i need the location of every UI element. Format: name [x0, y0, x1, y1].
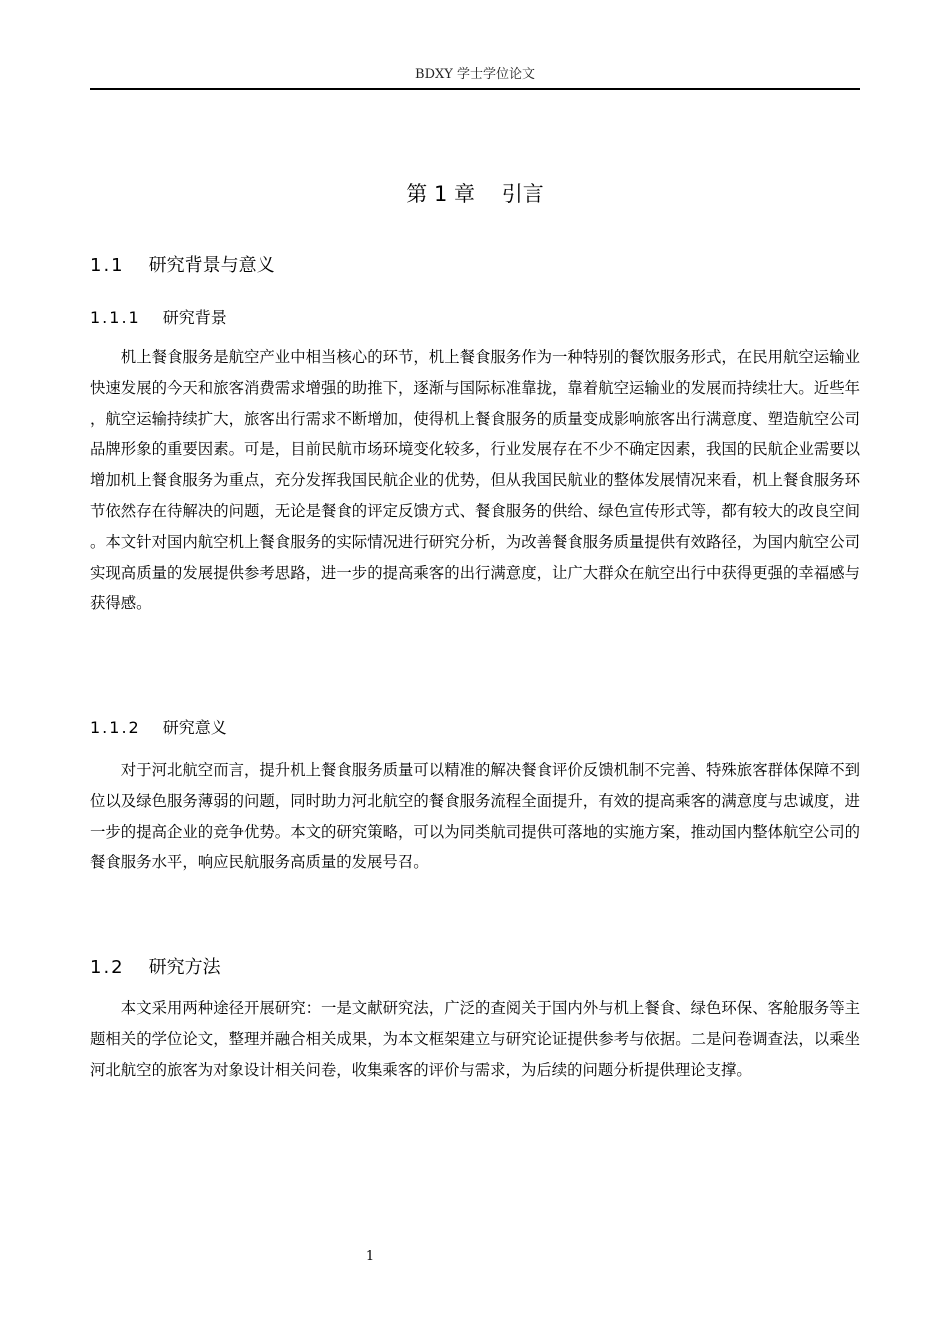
page-number: 1 — [365, 1249, 375, 1264]
section-number: 1.1 — [90, 255, 125, 276]
section-number: 1.2 — [90, 957, 125, 978]
subsection-title: 研究意义 — [162, 718, 227, 737]
subsection-title: 研究背景 — [162, 308, 227, 327]
paragraph-research-methods: 本文采用两种途径开展研究：一是文献研究法，广泛的查阅关于国内外与机上餐食、绿色环保、客舱服务等主题相关的学位论文，整理并融合相关成果，为本文框架建立与研究论证提供参考与依据。二是问卷调查法，以乘坐河北航空的旅客为对象设计相关问卷，收集乘客的评价与需求，为后续的问题分析提供理论支撑。 — [90, 999, 860, 1079]
subsection-heading-1-1-2 — [90, 716, 227, 740]
paragraph-research-background: 机上餐食服务是航空产业中相当核心的环节，机上餐食服务作为一种特别的餐饮服务形式，在民用航空运输业快速发展的今天和旅客消费需求增强的助推下，逐渐与国际标准靠拢，靠着航空运输业的发展而持续壮大。近些年，航空运输持续扩大，旅客出行需求不断增加，使得机上餐食服务的质量变成影响旅客出行满意度、塑造航空公司品牌形象的重要因素。可是，目前民航市场环境变化较多，行业发展存在不少不确定因素，我国的民航企业需要以增加机上餐食服务为重点，充分发挥我国民航企业的优势，但从我国民航业的整体发展情况来看，机上餐食服务环节依然存在待解决的问题，无论是餐食的评定反馈方式、餐食服务的供给、绿色宣传形式等，都有较大的改良空间。本文针对国内航空机上餐食服务的实际情况进行研究分析，为改善餐食服务质量提供有效路径，为国内航空公司实现高质量的发展提供参考思路，进一步的提高乘客的出行满意度，让广大群众在航空出行中获得更强的幸福感与获得感。 — [90, 348, 860, 613]
header-rule — [90, 88, 860, 90]
section-heading-1-2 — [90, 955, 221, 981]
subsection-heading-1-1-1 — [90, 306, 227, 330]
paragraph-research-significance: 对于河北航空而言，提升机上餐食服务质量可以精准的解决餐食评价反馈机制不完善、特殊旅客群体保障不到位以及绿色服务薄弱的问题，同时助力河北航空的餐食服务流程全面提升，有效的提高乘客的满意度与忠诚度，进一步的提高企业的竞争优势。本文的研究策略，可以为同类航司提供可落地的实施方案，推动国内整体航空公司的餐食服务水平，响应民航服务高质量的发展号召。 — [90, 761, 860, 872]
section-title: 研究背景与意义 — [148, 255, 275, 276]
subsection-number: 1.1.1 — [90, 308, 141, 327]
section-title: 研究方法 — [148, 957, 221, 978]
section-heading-1-1 — [90, 253, 275, 279]
chapter-title: 第 1 章 引言 — [406, 182, 544, 206]
running-header: BDXY 学士学位论文 — [415, 67, 535, 82]
subsection-number: 1.1.2 — [90, 718, 141, 737]
